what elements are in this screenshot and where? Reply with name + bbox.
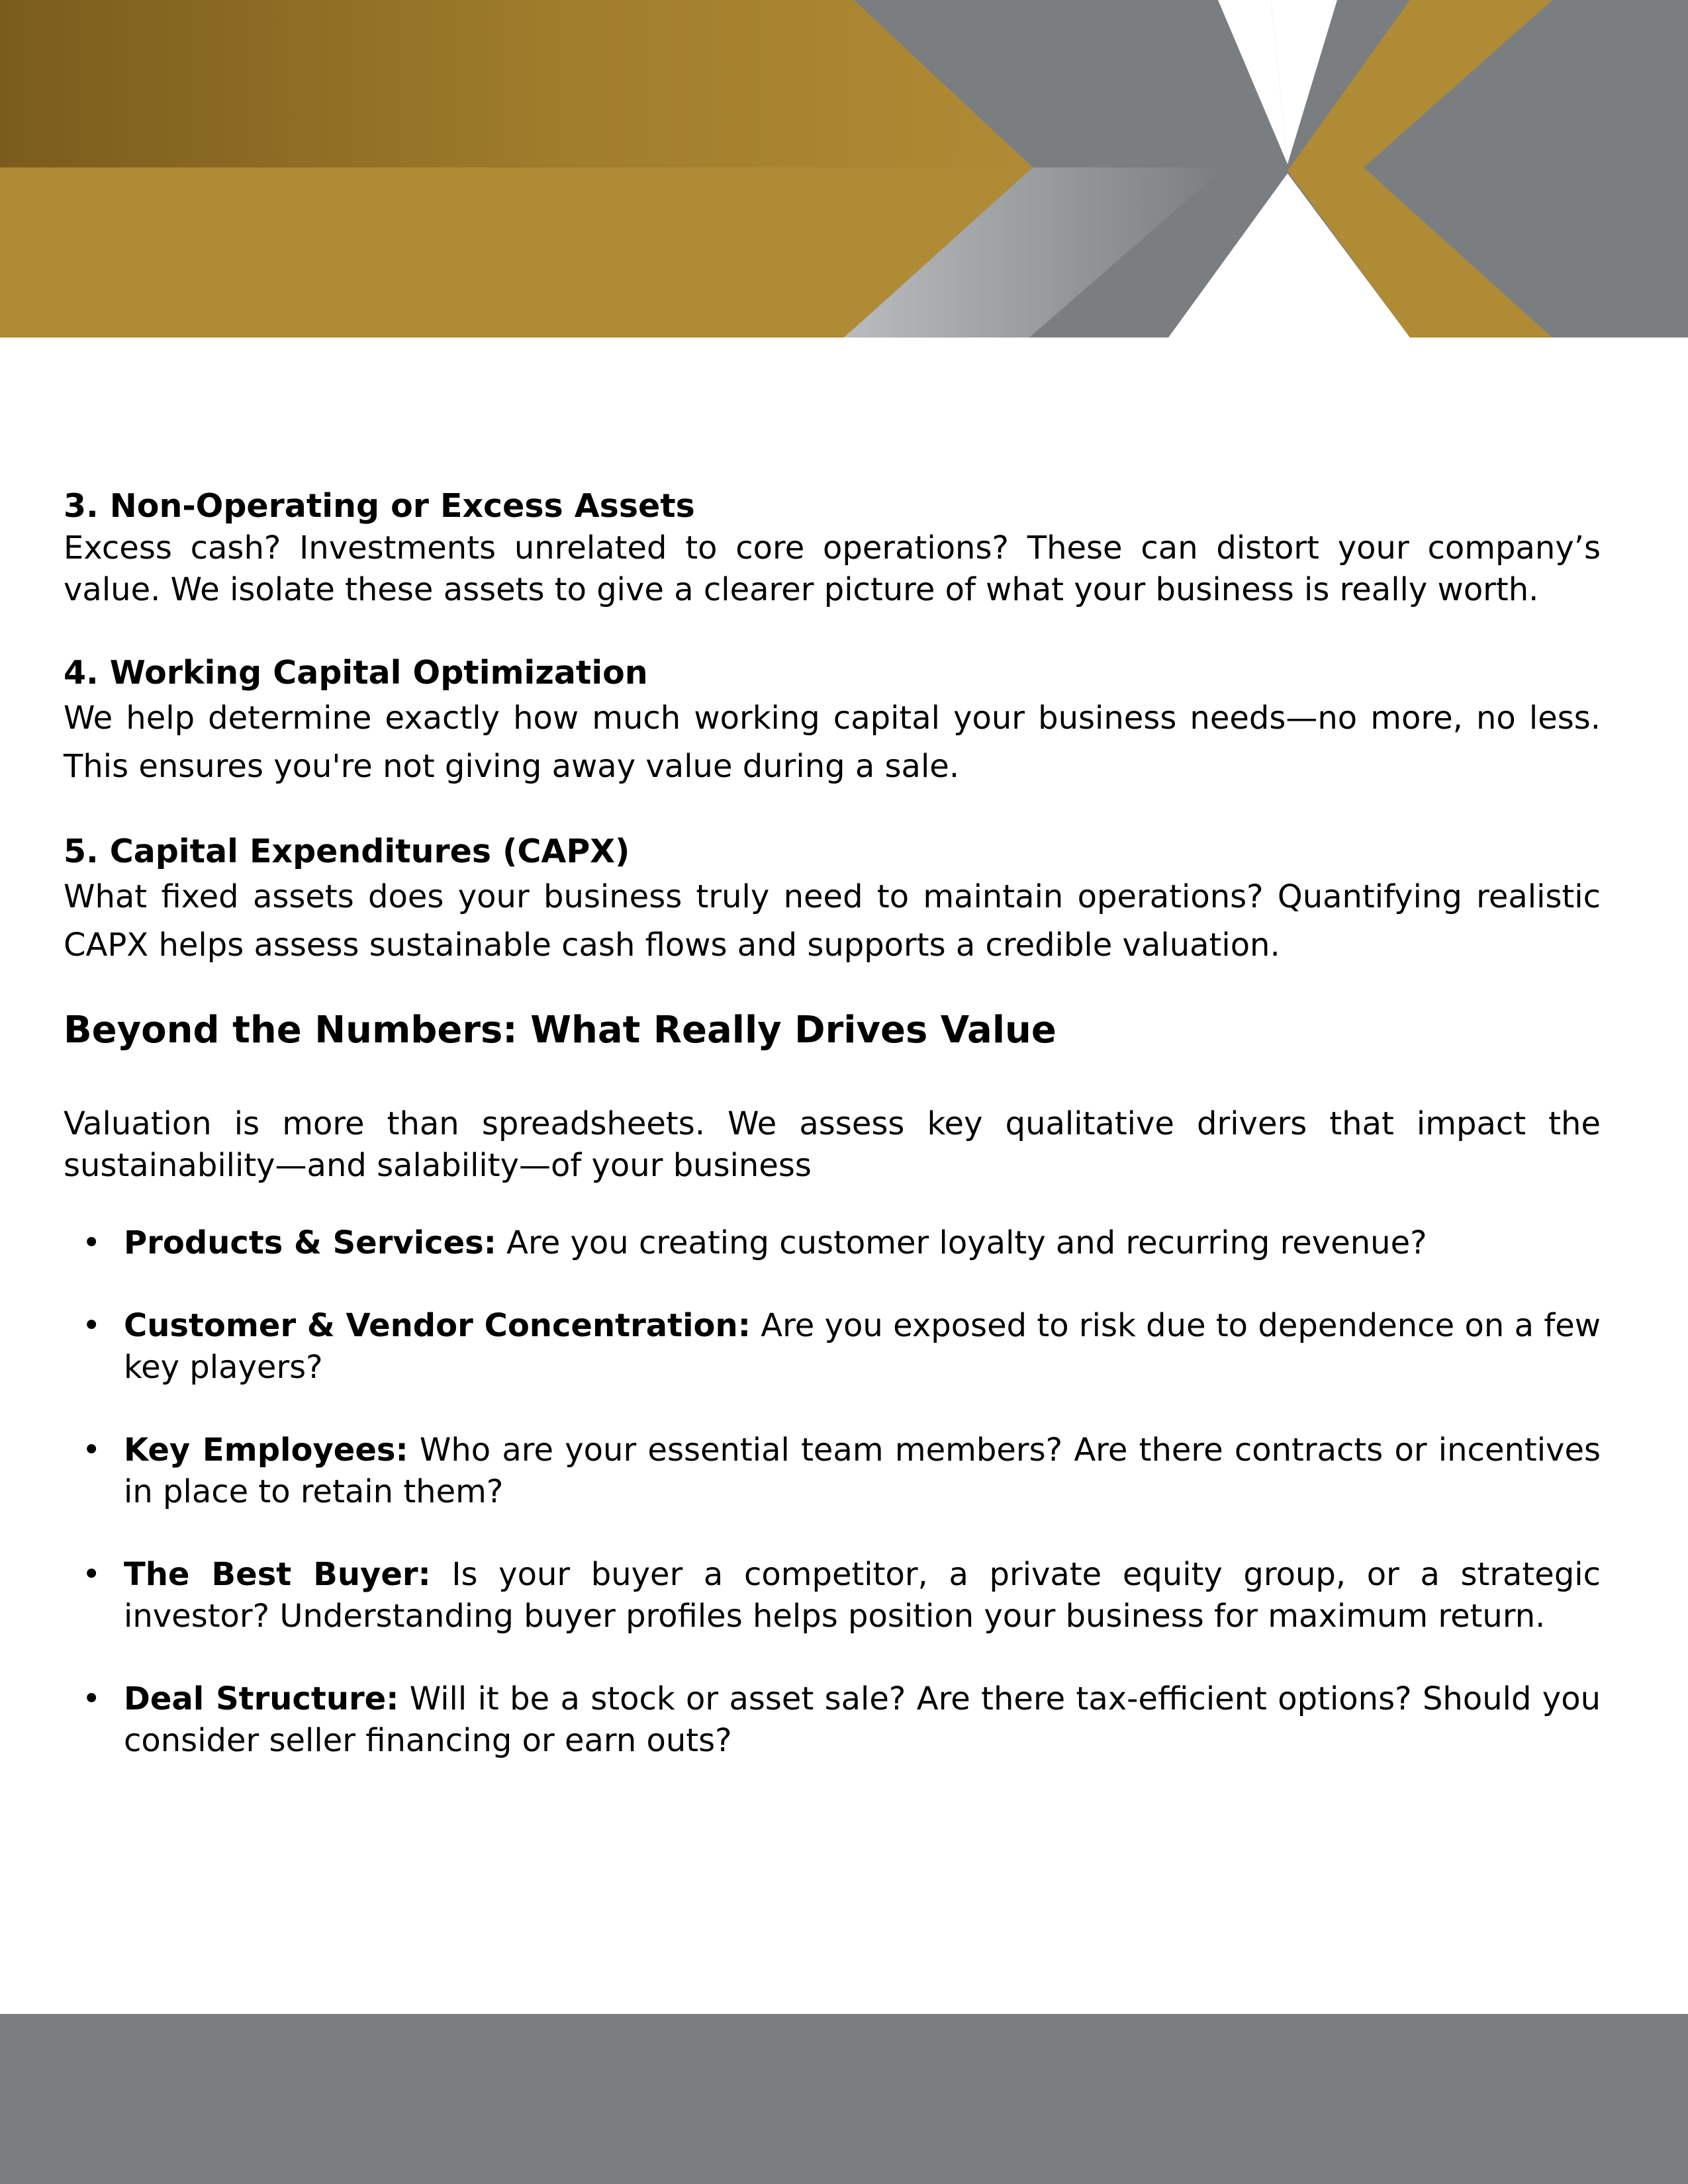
beyond-intro-line-1: Valuation is more than spreadsheets. We assess key qualitative drivers that impact the	[64, 1105, 1601, 1142]
section-body: We help determine exactly how much working capital your business needs—no more, no less. This ensures you're not giving away value during a sale.	[64, 700, 1601, 785]
beyond-intro	[64, 1103, 1601, 1187]
driver-text: Is your buyer a competitor, a private equity group, or a strategic investor? Understanding buyer profiles helps position your business for maximum return.	[124, 1556, 1601, 1635]
bullet-icon: •	[82, 1680, 101, 1717]
driver-term: Key Employees:	[124, 1432, 408, 1469]
list-item	[64, 1554, 1601, 1637]
bullet-icon: •	[82, 1432, 101, 1469]
section-working-capital	[64, 652, 1601, 791]
driver-term: Deal Structure:	[124, 1680, 399, 1717]
driver-term: Customer & Vendor Concentration:	[124, 1307, 751, 1344]
driver-text: Are you creating customer loyalty and recurring revenue?	[496, 1224, 1427, 1261]
section-capex	[64, 831, 1601, 970]
footer-band	[0, 2014, 1688, 2184]
header-banner	[0, 0, 1688, 338]
driver-text: Who are your essential team members? Are there contracts or incentives in place to retain them?	[124, 1432, 1601, 1510]
bullet-icon: •	[82, 1307, 101, 1344]
section-body: Excess cash? Investments unrelated to core operations? These can distort your company’s value. We isolate these assets to give a clearer picture of what your business is really worth.	[64, 529, 1601, 608]
list-item	[64, 1222, 1601, 1264]
bullet-icon: •	[82, 1224, 101, 1261]
driver-term: The Best Buyer:	[124, 1556, 431, 1593]
list-item	[64, 1305, 1601, 1388]
beyond-intro-line-2: sustainability—and salability—of your business	[64, 1147, 812, 1184]
driver-term: Products & Services:	[124, 1224, 496, 1261]
main-content	[64, 485, 1601, 1803]
section-heading: 3. Non-Operating or Excess Assets	[64, 487, 695, 525]
value-drivers-list	[64, 1222, 1601, 1762]
section-heading: 4. Working Capital Optimization	[64, 654, 648, 692]
bullet-icon: •	[82, 1556, 101, 1593]
list-item	[64, 1678, 1601, 1762]
driver-text: Will it be a stock or asset sale? Are there tax-efficient options? Should you consider seller financing or earn outs?	[124, 1680, 1601, 1759]
section-non-operating-assets	[64, 485, 1601, 611]
section-body: What fixed assets does your business truly need to maintain operations? Quantifying realistic CAPX helps assess sustainable cash flows and supports a credible valuation.	[64, 878, 1601, 964]
driver-text: Are you exposed to risk due to dependence on a few key players?	[124, 1307, 1601, 1386]
list-item	[64, 1430, 1601, 1513]
section-heading: 5. Capital Expenditures (CAPX)	[64, 833, 630, 870]
beyond-numbers-title: Beyond the Numbers: What Really Drives Value	[64, 1009, 1056, 1052]
banner-gold-top	[0, 0, 1033, 167]
